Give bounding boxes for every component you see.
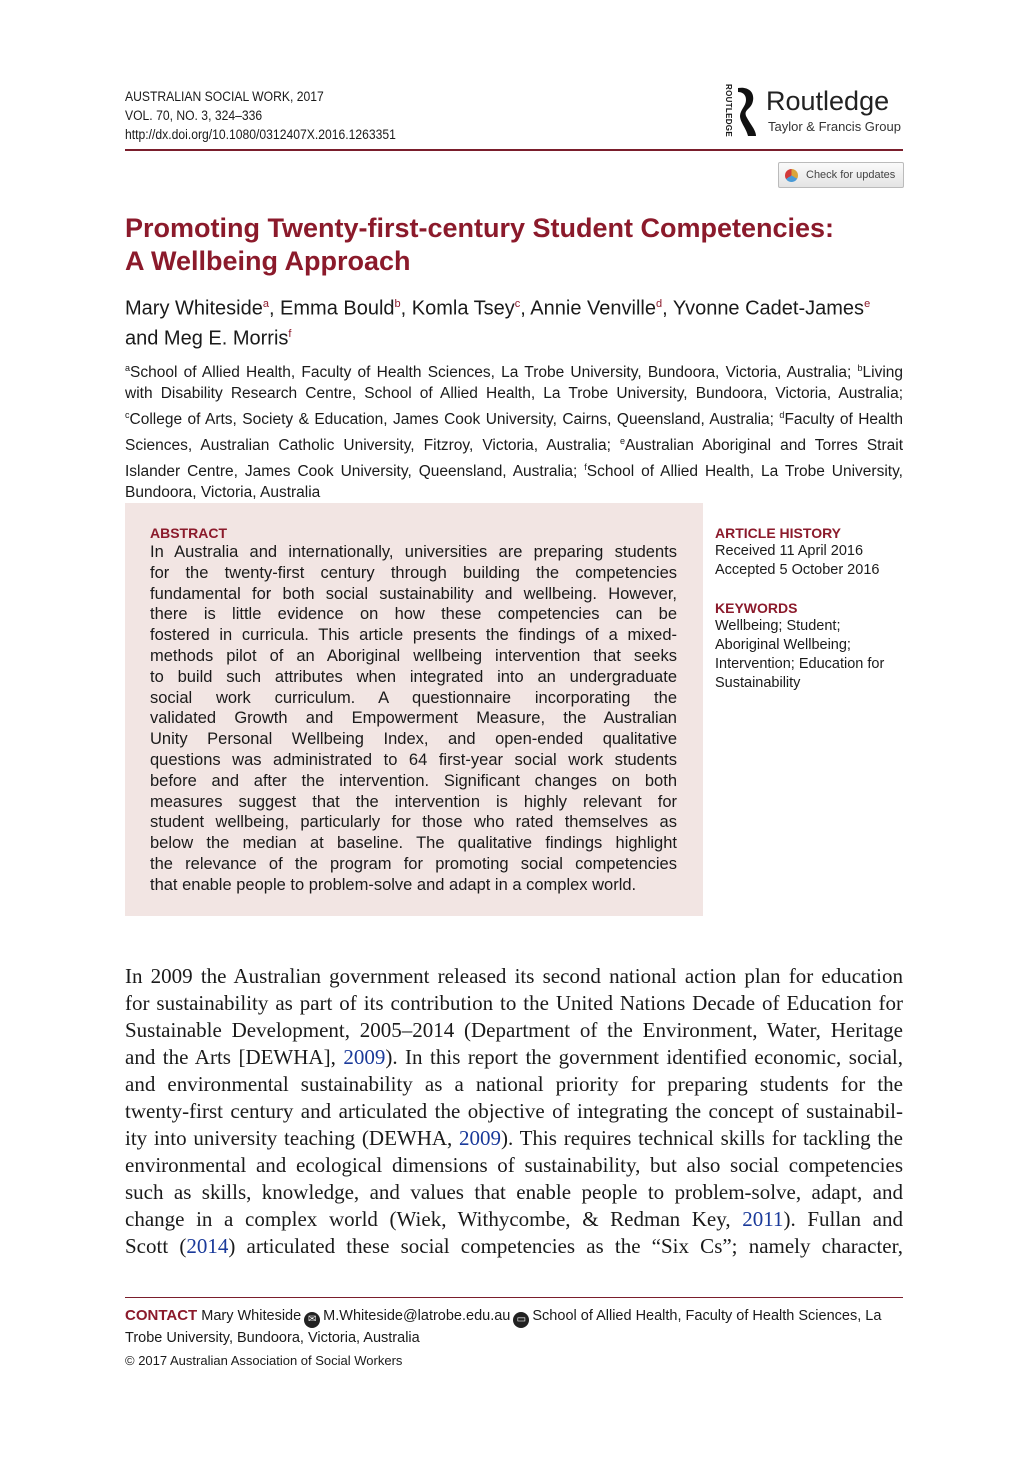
text-run: that enable people to problem-solve and adapt in a complex world. <box>150 875 637 894</box>
text-run: to build such attributes when integrated into an undergraduate <box>150 667 677 686</box>
body-line <box>125 1179 903 1206</box>
abstract-line <box>150 812 677 833</box>
text-run: Bundoora, Victoria, Australia <box>125 483 321 501</box>
affiliation-marker: e <box>864 298 871 310</box>
affiliation-marker: e <box>619 435 625 446</box>
text-run: fundamental for both social sustainability and wellbeing. However, <box>150 584 677 603</box>
abstract-line <box>150 646 677 667</box>
abstract-line <box>150 625 677 646</box>
text-run: and Meg E. Morris <box>125 327 289 350</box>
text-run: Islander Centre, James Cook University, Queensland, Australia; <box>125 462 585 480</box>
contact-name: Mary Whiteside <box>201 1308 302 1324</box>
affiliation-line <box>125 384 903 405</box>
body-line <box>125 1206 903 1233</box>
text-run: Mary Whiteside <box>125 297 263 320</box>
affiliations <box>125 358 903 503</box>
text-run: social work curriculum. A questionnaire incorporating the <box>150 688 677 707</box>
body-text <box>125 963 903 1260</box>
affiliation-line <box>125 457 903 483</box>
text-run: College of Arts, Society & Education, James Cook University, Cairns, Queensland, Australia; <box>129 410 780 428</box>
text-run: measures suggest that the intervention is highly relevant for <box>150 792 677 811</box>
text-run: ). In this report the government identified economic, social, <box>385 1045 903 1069</box>
check-for-updates-button[interactable] <box>778 162 904 188</box>
text-run: School of Allied Health, Faculty of Health Sciences, La Trobe University, Bundoora, Victoria, Australia; <box>130 364 858 382</box>
text-run: change in a complex world (Wiek, Withycombe, & Redman Key, <box>125 1207 743 1231</box>
abstract-line <box>150 750 677 771</box>
header-rule <box>125 149 903 151</box>
text-run: with Disability Research Centre, School of Allied Health, La Trobe University, Bundoora, Victoria, Australia; <box>125 384 903 402</box>
text-run: there is little evidence on how these competencies can be <box>150 605 677 624</box>
text-run: Wellbeing; Student; <box>715 618 841 634</box>
abstract-line <box>150 563 677 584</box>
body-line <box>125 963 903 990</box>
text-run: the relevance of the program for promoting social competencies <box>150 854 677 873</box>
routledge-head-icon <box>734 86 758 138</box>
crossmark-icon <box>785 169 798 182</box>
text-run: ). This requires technical skills for tackling the <box>501 1126 903 1150</box>
text-run: environmental and ecological dimensions of sustainability, but also social competencies <box>125 1153 903 1177</box>
text-run: ) articulated these social competencies as the “Six Cs”; namely character, <box>228 1234 904 1258</box>
text-run: twenty-first century and articulated the objective of integrating the concept of sustainabil- <box>125 1099 903 1123</box>
text-run: School of Allied Health, La Trobe University, <box>586 462 903 480</box>
keywords-heading: KEYWORDS <box>715 600 798 616</box>
affiliation-line <box>125 358 903 384</box>
text-run: for sustainability as part of its contribution to the United Nations Decade of Education for <box>125 991 903 1015</box>
text-run: and environmental sustainability as a national priority for preparing students for the <box>125 1072 903 1096</box>
abstract-line <box>150 584 677 605</box>
text-run: Aboriginal Wellbeing; <box>715 637 851 653</box>
text-run: below the median at baseline. The qualitative findings highlight <box>150 834 677 853</box>
text-run: , Emma Bould <box>268 297 395 320</box>
text-run: Unity Personal Wellbeing Index, and open-ended qualitative <box>150 730 677 749</box>
text-run: methods pilot of an Aboriginal wellbeing intervention that seeks <box>150 646 677 665</box>
journal-name: AUSTRALIAN SOCIAL WORK, 2017 <box>125 89 324 104</box>
copyright: © 2017 Australian Association of Social Workers <box>125 1353 403 1368</box>
affiliation-marker: c <box>125 409 130 420</box>
citation-link[interactable]: 2014 <box>186 1234 229 1258</box>
contact-email[interactable]: M.Whiteside@latrobe.edu.au <box>323 1308 511 1324</box>
text-run: for the twenty-first century through building the competencies <box>150 563 677 582</box>
abstract-line <box>150 688 677 709</box>
text-run: Living <box>862 364 903 382</box>
text-run: Sciences, Australian Catholic University, Fitzroy, Victoria, Australia; <box>125 436 620 454</box>
abstract <box>150 524 677 896</box>
abstract-line <box>150 667 677 688</box>
contact-label: CONTACT <box>125 1307 198 1324</box>
text-run: In Australia and internationally, universities are preparing students <box>150 543 677 561</box>
article-sidebar <box>715 524 905 693</box>
affiliation-marker: d <box>779 409 785 420</box>
affiliation-marker: a <box>125 363 131 373</box>
text-run: such as skills, knowledge, and values that enable people to problem-solve, adapt, and <box>125 1180 903 1204</box>
routledge-logo <box>722 86 904 138</box>
text-run: Intervention; Education for <box>715 656 885 672</box>
body-line <box>125 990 903 1017</box>
citation-link[interactable]: 2009 <box>459 1126 502 1150</box>
citation-link[interactable]: 2011 <box>742 1207 784 1231</box>
abstract-line <box>150 708 677 729</box>
body-line <box>125 1152 903 1179</box>
logo-group: Taylor & Francis Group <box>768 119 901 134</box>
affiliation-marker: c <box>514 298 521 310</box>
keyword-line <box>715 617 905 636</box>
affiliation-line <box>125 431 903 457</box>
text-run: Faculty of Health <box>784 410 903 428</box>
keyword-line <box>715 655 905 674</box>
received-date: Received 11 April 2016 <box>715 543 864 559</box>
body-line <box>125 1125 903 1152</box>
address-icon: ▭ <box>513 1312 529 1328</box>
journal-volume: VOL. 70, NO. 3, 324–336 <box>125 108 263 123</box>
doi-link[interactable]: http://dx.doi.org/10.1080/0312407X.2016.1263351 <box>125 127 396 142</box>
email-icon: ✉ <box>304 1312 320 1328</box>
abstract-line <box>150 604 677 625</box>
abstract-line <box>150 792 677 813</box>
affiliation-marker: b <box>394 298 401 310</box>
affiliation-marker: a <box>262 298 269 310</box>
abstract-line <box>150 833 677 854</box>
text-run: questions was administrated to 64 first-year social work students <box>150 750 677 769</box>
text-run: Australian Aboriginal and Torres Strait <box>624 436 903 454</box>
logo-name: Routledge <box>766 86 890 116</box>
keyword-line <box>715 636 905 655</box>
history-heading: ARTICLE HISTORY <box>715 525 842 541</box>
text-run: fostered in curricula. This article presents the findings of a mixed- <box>150 626 677 645</box>
contact-address-cont: Trobe University, Bundoora, Victoria, Australia <box>125 1330 420 1346</box>
citation-link[interactable]: 2009 <box>343 1045 386 1069</box>
body-line <box>125 1044 903 1071</box>
journal-header <box>125 87 396 144</box>
text-run: validated Growth and Empowerment Measure, the Australian <box>150 709 677 728</box>
text-run: ). Fullan and <box>783 1207 903 1231</box>
title-line: Promoting Twenty-first-century Student Competencies: <box>125 213 835 243</box>
body-line <box>125 1017 903 1044</box>
text-run: ity into university teaching (DEWHA, <box>125 1126 460 1150</box>
text-run: , Yvonne Cadet-James <box>662 297 865 320</box>
footer-rule <box>125 1297 903 1298</box>
abstract-line <box>150 542 677 563</box>
text-run: Sustainable Development, 2005–2014 (Department of the Environment, Water, Heritage <box>125 1018 903 1042</box>
author-line <box>125 322 915 352</box>
contact-address: School of Allied Health, Faculty of Health Sciences, La <box>532 1308 882 1324</box>
text-run: , Annie Venville <box>520 297 656 320</box>
text-run: before and after the intervention. Significant changes on both <box>150 771 677 790</box>
text-run: Scott ( <box>125 1234 187 1258</box>
abstract-line <box>150 875 677 896</box>
abstract-line <box>150 854 677 875</box>
author-line <box>125 292 915 322</box>
text-run: and the Arts [DEWHA], <box>125 1045 344 1069</box>
affiliation-marker: d <box>655 298 663 310</box>
text-run: Sustainability <box>715 675 801 691</box>
abstract-line <box>150 771 677 792</box>
article-title <box>125 212 834 278</box>
affiliation-line <box>125 483 903 504</box>
body-line <box>125 1098 903 1125</box>
body-line <box>125 1233 903 1260</box>
affiliation-marker: b <box>857 363 863 373</box>
logo-vertical-text: ROUTLEDGE <box>723 84 733 137</box>
affiliation-marker: f <box>584 461 587 472</box>
text-run: student wellbeing, particularly for those who rated themselves as <box>150 813 677 832</box>
keyword-line <box>715 674 905 693</box>
check-updates-label: Check for updates <box>806 169 896 181</box>
contact-footer <box>125 1306 903 1371</box>
text-run: , Komla Tsey <box>400 297 515 320</box>
abstract-heading: ABSTRACT <box>150 525 227 541</box>
accepted-date: Accepted 5 October 2016 <box>715 562 880 578</box>
title-line: A Wellbeing Approach <box>125 246 411 276</box>
author-list <box>125 292 915 351</box>
affiliation-line <box>125 405 903 431</box>
body-line <box>125 1071 903 1098</box>
affiliation-marker: f <box>288 327 292 340</box>
abstract-line <box>150 729 677 750</box>
text-run: In 2009 the Australian government released its second national action plan for education <box>125 964 903 988</box>
